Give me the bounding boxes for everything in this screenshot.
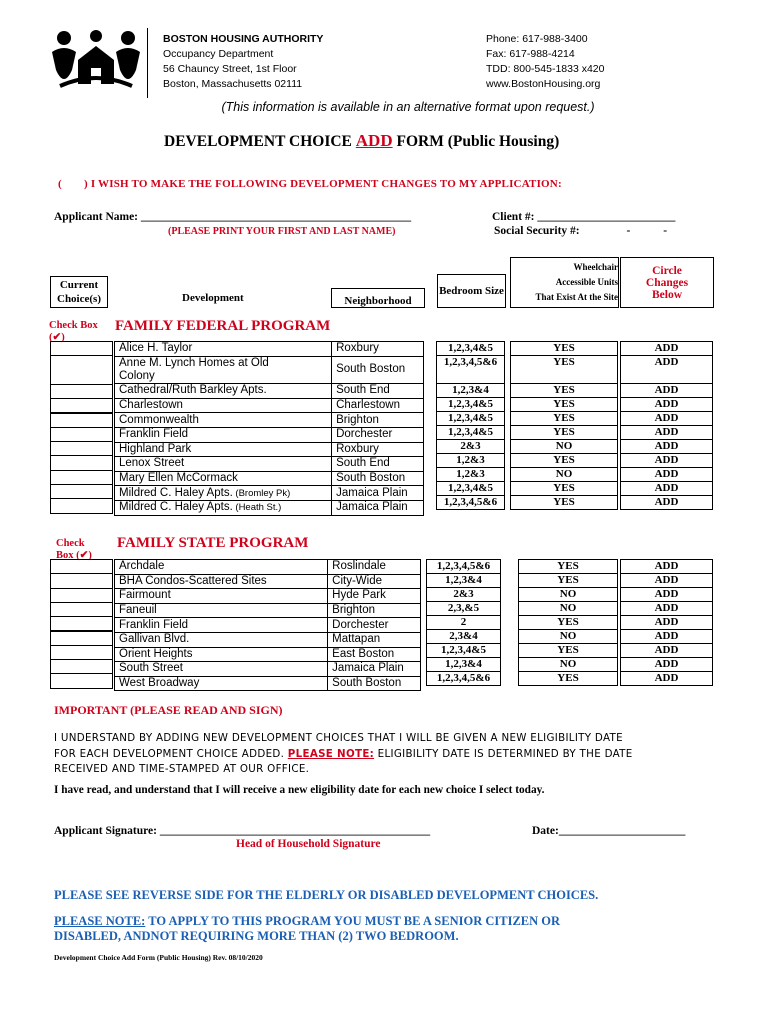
bedroom-size: 1,2,3,4,5&6 [437,495,505,509]
table-row [115,427,424,442]
table-row [621,356,713,384]
bedroom-size: 1,2,3,4&5 [437,411,505,425]
col-circle-changes: Circle Changes Below [620,257,714,308]
table-row [115,662,421,677]
add-choice-button[interactable]: ADD [621,560,713,574]
col-development: Development [182,292,244,304]
title-post: FORM (Public Housing) [392,133,560,150]
table-row [115,384,424,399]
development-label: Fairmount [119,589,171,602]
table-row [511,439,618,453]
table-row [437,425,505,439]
add-choice-button[interactable]: ADD [621,658,713,672]
neighborhood: Dorchester [332,427,424,442]
federal-action-table [620,341,713,510]
table-row [437,467,505,481]
federal-bedroom-table [436,341,505,510]
federal-check-label: Check Box (✔) [49,320,98,343]
row-checkbox[interactable] [50,484,113,499]
reverse-side-note: PLEASE SEE REVERSE SIDE FOR THE ELDERLY OR DISABLED DEVELOPMENT CHOICES. [54,888,599,902]
table-row [621,495,713,509]
wheelchair-accessible: YES [511,411,618,425]
table-row [621,342,713,356]
add-choice-button[interactable]: ADD [621,574,713,588]
add-choice-button[interactable]: ADD [621,411,713,425]
bedroom-size: 2,3,&5 [427,602,501,616]
wheelchair-accessible: YES [511,342,618,356]
neighborhood: Roxbury [332,442,424,457]
table-row [437,453,505,467]
development-name [115,574,328,589]
development-name [115,632,328,647]
development-name [115,560,328,575]
row-checkbox[interactable] [50,498,113,513]
bedroom-size: 1,2,3,4&5 [437,481,505,495]
development-label: Mildred C. Haley Apts. [119,486,233,499]
development-label: Franklin Field [119,428,189,441]
row-checkbox[interactable] [50,413,113,428]
wheelchair-accessible: YES [519,672,618,686]
fax: Fax: 617-988-4214 [486,48,575,60]
ssn-dash: - [626,225,631,237]
table-row [519,588,618,602]
wheelchair-accessible: NO [519,588,618,602]
table-row [511,397,618,411]
table-row [621,658,713,672]
bedroom-size: 1,2,3&4 [437,383,505,397]
row-checkbox[interactable] [50,573,113,588]
development-name [115,442,332,457]
table-row [511,425,618,439]
senior-note-label: PLEASE NOTE: [54,914,146,928]
alt-format-notice: (This information is available in an alternative format upon request.) [221,100,595,114]
wheelchair-accessible: YES [511,495,618,509]
important-heading: IMPORTANT (PLEASE READ AND SIGN) [54,703,283,717]
table-row [519,658,618,672]
development-label: Cathedral/Ruth Barkley Apts. [119,384,267,397]
development-label: Commonwealth [119,413,199,426]
table-row [511,342,618,356]
bedroom-size: 1,2,3,4,5&6 [427,560,501,574]
row-checkbox[interactable] [50,398,113,413]
development-sub: (Bromley Pk) [232,487,291,499]
ssn-label: Social Security #: [494,225,580,237]
row-checkbox[interactable] [50,559,113,574]
row-checkbox[interactable] [50,427,113,442]
wheelchair-accessible: NO [519,658,618,672]
row-checkbox[interactable] [50,673,113,688]
table-row [621,467,713,481]
development-label-cont: Colony [119,369,155,382]
title-pre: DEVELOPMENT CHOICE [164,133,356,150]
neighborhood: Mattapan [328,632,421,647]
bedroom-size: 1,2,3&4 [427,574,501,588]
table-row [115,342,424,357]
table-row [621,439,713,453]
table-row [621,672,713,686]
table-row [115,457,424,472]
table-row [621,560,713,574]
bedroom-size: 2 [427,616,501,630]
wheelchair-accessible: YES [511,481,618,495]
bedroom-size: 2&3 [437,439,505,453]
please-note-label: PLEASE NOTE: [287,747,375,760]
add-choice-button[interactable]: ADD [621,588,713,602]
table-row [621,574,713,588]
table-row [115,632,421,647]
bedroom-size: 2,3&4 [427,630,501,644]
table-row [621,644,713,658]
table-row [621,616,713,630]
col-bedroom-size: Bedroom Size [437,274,506,308]
wheelchair-accessible: YES [519,616,618,630]
row-checkbox[interactable] [50,355,113,385]
table-row [427,644,501,658]
table-row [511,495,618,509]
table-row [511,453,618,467]
applicant-name-field[interactable]: Applicant Name: _______________________________________________ [54,211,412,223]
col-wheelchair [510,257,619,308]
neighborhood: East Boston [328,647,421,662]
table-row [115,647,421,662]
table-row [437,495,505,509]
development-name [115,486,332,501]
table-row [115,574,421,589]
state-action-table [620,559,713,686]
table-row [519,574,618,588]
wheelchair-accessible: YES [511,453,618,467]
development-name [115,589,328,604]
wheelchair-accessible: NO [519,630,618,644]
wish-text: ) I WISH TO MAKE THE FOLLOWING DEVELOPMENT CHANGES TO MY APPLICATION: [84,178,562,190]
table-row [427,602,501,616]
bedroom-size: 1,2,3,4,5&6 [427,672,501,686]
neighborhood: Jamaica Plain [328,662,421,677]
add-choice-button[interactable]: ADD [621,602,713,616]
neighborhood: South Boston [328,676,421,691]
state-wheelchair-table [518,559,618,686]
federal-wheelchair-table [510,341,618,510]
row-checkbox[interactable] [50,588,113,603]
table-row [115,471,424,486]
table-row [115,589,421,604]
table-row [621,602,713,616]
table-row [519,602,618,616]
wheelchair-top: Wheelchair [573,262,618,272]
development-label: Alice H. Taylor [119,342,193,355]
wheelchair-accessible: YES [511,397,618,411]
development-label: Franklin Field [119,618,189,631]
add-choice-button[interactable]: ADD [621,425,713,439]
wish-checkbox[interactable]: ( [58,178,62,190]
table-row [511,467,618,481]
development-label: West Broadway [119,677,200,690]
bedroom-size: 1,2,3&4 [427,658,501,672]
wheelchair-accessible: YES [519,560,618,574]
development-label: BHA Condos-Scattered Sites [119,574,267,587]
add-choice-button[interactable]: ADD [621,342,713,356]
phone: Phone: 617-988-3400 [486,33,588,45]
table-row [115,603,421,618]
row-checkbox[interactable] [50,341,113,356]
development-name [115,356,332,384]
development-label: Gallivan Blvd. [119,633,190,646]
add-choice-button[interactable]: ADD [621,495,713,509]
table-row [115,442,424,457]
wheelchair-mid: Accessible Units [555,277,618,287]
development-label: Anne M. Lynch Homes at Old [119,356,269,369]
development-label: Orient Heights [119,647,193,660]
development-label: Mary Ellen McCormack [119,472,238,485]
table-row [437,481,505,495]
header-divider [147,28,148,98]
state-program-title: FAMILY STATE PROGRAM [117,535,309,551]
state-check-label: Check Box (✔) [56,538,92,561]
neighborhood: Brighton [328,603,421,618]
wheelchair-accessible: YES [519,574,618,588]
neighborhood: Charlestown [332,398,424,413]
neighborhood: Jamaica Plain [332,500,424,515]
table-row [621,588,713,602]
development-name [115,342,332,357]
table-row [511,383,618,397]
org-name: BOSTON HOUSING AUTHORITY [163,33,324,45]
federal-table [114,341,424,516]
neighborhood: South End [332,457,424,472]
development-label: Mildred C. Haley Apts. [119,501,233,514]
contact-block [486,32,605,92]
table-row [621,397,713,411]
table-row [519,644,618,658]
development-label: South Street [119,662,183,675]
row-checkbox[interactable] [50,602,113,617]
bedroom-size: 1,2&3 [437,453,505,467]
row-checkbox[interactable] [50,616,113,631]
neighborhood: South Boston [332,356,424,384]
table-row [519,560,618,574]
wheelchair-accessible: YES [519,644,618,658]
development-label: Charlestown [119,399,183,412]
table-row [115,486,424,501]
neighborhood: Dorchester [328,618,421,633]
table-row [437,397,505,411]
add-choice-button[interactable]: ADD [621,453,713,467]
wheelchair-accessible: NO [519,602,618,616]
state-bedroom-table [426,559,501,686]
table-row [519,630,618,644]
row-checkbox[interactable] [50,384,113,399]
bedroom-size: 1,2,3,4&5 [437,342,505,356]
development-name [115,662,328,677]
table-row [427,574,501,588]
col-current-choices: Current Choice(s) [50,276,108,308]
tdd: TDD: 800-545-1833 x420 [486,63,605,75]
bha-logo-icon [50,30,142,88]
neighborhood: South End [332,384,424,399]
add-choice-button[interactable]: ADD [621,439,713,453]
add-choice-button[interactable]: ADD [621,397,713,411]
row-checkbox[interactable] [50,631,113,646]
row-checkbox[interactable] [50,455,113,470]
table-row [621,453,713,467]
development-label: Archdale [119,560,165,573]
bedroom-size: 1,2,3,4&5 [437,397,505,411]
table-row [427,658,501,672]
add-choice-button[interactable]: ADD [621,630,713,644]
table-row [511,356,618,384]
table-row [115,500,424,515]
city: Boston, Massachusetts 02111 [163,78,303,90]
add-choice-button[interactable]: ADD [621,672,713,686]
table-row [115,676,421,691]
add-choice-button[interactable]: ADD [621,644,713,658]
bedroom-size: 1,2,3,4&5 [427,644,501,658]
client-number-field[interactable]: Client #: ________________________ [492,211,676,223]
development-label: Faneuil [119,604,157,617]
website-link[interactable]: www.BostonHousing.org [486,78,601,90]
table-row [511,481,618,495]
bedroom-size: 2&3 [427,588,501,602]
add-choice-button[interactable]: ADD [621,616,713,630]
ssn-dash: - [663,225,668,237]
row-checkbox[interactable] [50,659,113,674]
ssn-field[interactable] [494,225,667,237]
row-checkbox[interactable] [50,470,113,485]
table-row [621,383,713,397]
table-row [437,356,505,384]
row-checkbox[interactable] [50,645,113,660]
wish-line [58,178,562,190]
table-row [427,588,501,602]
table-row [427,560,501,574]
row-checkbox[interactable] [50,441,113,456]
table-row [519,672,618,686]
development-name [115,384,332,399]
neighborhood: Roxbury [332,342,424,357]
org-address-block [163,32,323,92]
neighborhood: Brighton [332,413,424,428]
senior-note: PLEASE NOTE: TO APPLY TO THIS PROGRAM YOU MUST BE A SENIOR CITIZEN OR DISABLED, ANDNOT REQUIRING MORE THAN (2) TWO BEDROOM. [54,914,561,943]
applicant-signature-field[interactable]: Applicant Signature: _______________________________________________ [54,825,431,837]
development-name [115,647,328,662]
print-name-hint: (PLEASE PRINT YOUR FIRST AND LAST NAME) [168,226,396,237]
department: Occupancy Department [163,48,274,60]
table-row [115,413,424,428]
development-name [115,676,328,691]
neighborhood: Jamaica Plain [332,486,424,501]
table-row [621,481,713,495]
development-name [115,618,328,633]
neighborhood: Hyde Park [328,589,421,604]
wheelchair-accessible: YES [511,425,618,439]
table-row [621,411,713,425]
table-row [621,425,713,439]
form-title [164,131,559,151]
acknowledge-text: I have read, and understand that I will receive a new eligibility date for each new choice I select today. [54,784,545,796]
state-table [114,559,421,691]
table-row [437,342,505,356]
table-row [437,411,505,425]
table-row [519,616,618,630]
signature-date-field[interactable]: Date:______________________ [532,825,686,837]
street: 56 Chauncy Street, 1st Floor [163,63,297,75]
add-choice-button[interactable]: ADD [621,467,713,481]
development-name [115,398,332,413]
bedroom-size: 1,2,3,4,5&6 [437,356,505,384]
table-row [115,618,421,633]
bedroom-size: 1,2,3,4&5 [437,425,505,439]
development-name [115,427,332,442]
add-choice-button[interactable]: ADD [621,383,713,397]
footer-revision: Development Choice Add Form (Public Housing) Rev. 08/10/2020 [54,953,263,962]
wheelchair-bot: That Exist At the Site [535,292,618,302]
wheelchair-accessible: NO [511,439,618,453]
add-choice-button[interactable]: ADD [621,356,713,384]
bedroom-size: 1,2&3 [437,467,505,481]
table-row [621,630,713,644]
table-row [115,356,424,384]
important-paragraph: I UNDERSTAND BY ADDING NEW DEVELOPMENT CHOICES THAT I WILL BE GIVEN A NEW ELIGIBILITY DATE FOR EACH DEVELOPMENT CHOICE ADDED. PLEASE NOTE: ELIGIBILITY DATE IS DETERMINED BY THE DATE RECEIVED AND TIME-STAMPED AT OUR OFFICE. [54,732,633,775]
wheelchair-accessible: YES [511,383,618,397]
table-row [427,616,501,630]
table-row [115,398,424,413]
development-label: Highland Park [119,442,192,455]
signature-hint: Head of Household Signature [236,838,381,850]
table-row [511,411,618,425]
development-name [115,603,328,618]
neighborhood: City-Wide [328,574,421,589]
development-name [115,457,332,472]
development-name [115,413,332,428]
table-row [427,630,501,644]
table-row [437,439,505,453]
federal-program-title: FAMILY FEDERAL PROGRAM [115,318,331,334]
title-add: ADD [355,131,393,150]
wheelchair-accessible: NO [511,467,618,481]
neighborhood: Roslindale [328,560,421,575]
add-choice-button[interactable]: ADD [621,481,713,495]
wheelchair-accessible: YES [511,356,618,384]
table-row [115,560,421,575]
development-name [115,471,332,486]
table-row [427,672,501,686]
neighborhood: South Boston [332,471,424,486]
development-label: Lenox Street [119,457,185,470]
development-name [115,500,332,515]
table-row [437,383,505,397]
col-neighborhood: Neighborhood [331,288,425,308]
development-sub: (Heath St.) [232,502,282,514]
